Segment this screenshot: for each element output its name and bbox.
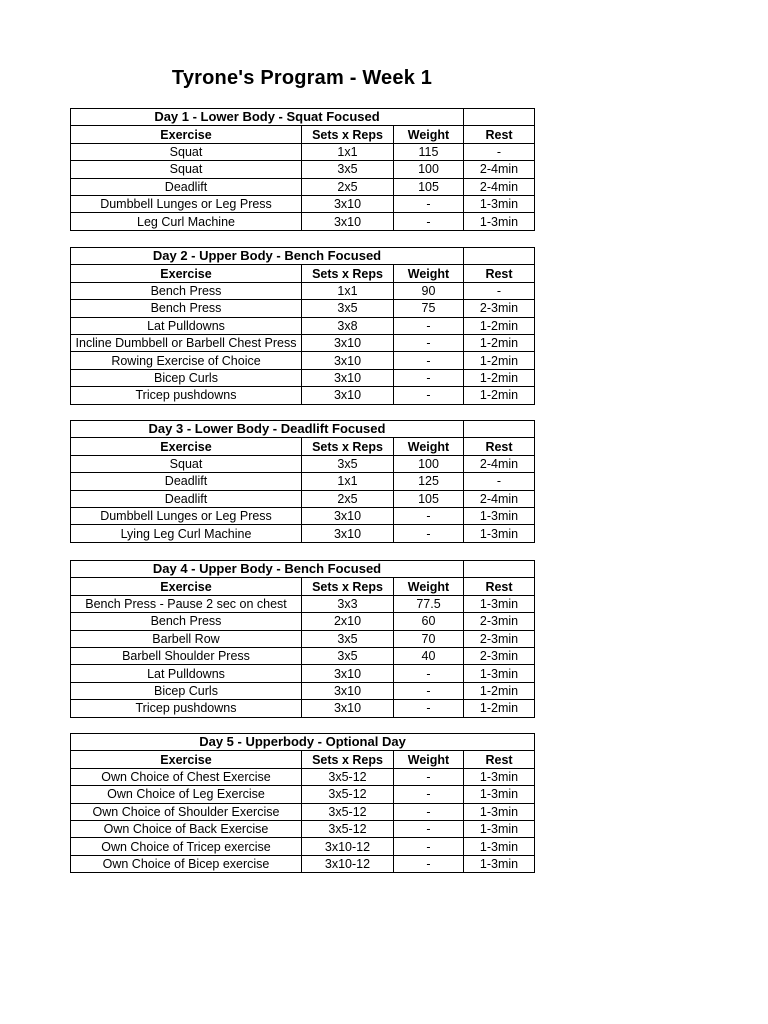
table-row <box>71 855 535 872</box>
exercise-cell: Squat <box>71 455 302 472</box>
exercise-cell: Squat <box>71 161 302 178</box>
table-row <box>71 630 535 647</box>
day-title-row <box>71 109 535 126</box>
header-exercise: Exercise <box>71 265 302 282</box>
weight-cell: 40 <box>394 647 464 664</box>
weight-cell: - <box>394 820 464 837</box>
rest-cell: 2-4min <box>464 161 535 178</box>
weight-cell: - <box>394 387 464 404</box>
exercise-cell: Dumbbell Lunges or Leg Press <box>71 507 302 524</box>
weight-cell: - <box>394 803 464 820</box>
sets-reps-cell: 3x5 <box>302 630 394 647</box>
day-title-row <box>71 561 535 578</box>
exercise-cell: Deadlift <box>71 490 302 507</box>
day-4-table <box>70 560 535 718</box>
rest-cell: - <box>464 473 535 490</box>
day-title: Day 1 - Lower Body - Squat Focused <box>71 109 464 126</box>
table-row <box>71 665 535 682</box>
header-sets-reps: Sets x Reps <box>302 438 394 455</box>
sets-reps-cell: 3x8 <box>302 317 394 334</box>
header-weight: Weight <box>394 438 464 455</box>
header-sets-reps: Sets x Reps <box>302 578 394 595</box>
table-row <box>71 282 535 299</box>
rest-cell: 1-3min <box>464 665 535 682</box>
weight-cell: - <box>394 213 464 230</box>
exercise-cell: Bench Press - Pause 2 sec on chest <box>71 595 302 612</box>
sets-reps-cell: 3x10 <box>302 700 394 717</box>
day-title-blank-cell <box>464 248 535 265</box>
exercise-cell: Own Choice of Shoulder Exercise <box>71 803 302 820</box>
sets-reps-cell: 3x10-12 <box>302 855 394 872</box>
column-header-row <box>71 265 535 282</box>
weight-cell: - <box>394 682 464 699</box>
exercise-cell: Own Choice of Back Exercise <box>71 820 302 837</box>
table-row <box>71 195 535 212</box>
table-row <box>71 786 535 803</box>
sets-reps-cell: 3x10-12 <box>302 838 394 855</box>
sets-reps-cell: 3x5 <box>302 455 394 472</box>
weight-cell: 105 <box>394 178 464 195</box>
rest-cell: 1-2min <box>464 387 535 404</box>
rest-cell: 1-3min <box>464 768 535 785</box>
rest-cell: 2-3min <box>464 613 535 630</box>
exercise-cell: Deadlift <box>71 178 302 195</box>
day-title: Day 4 - Upper Body - Bench Focused <box>71 561 464 578</box>
sets-reps-cell: 3x10 <box>302 352 394 369</box>
rest-cell: 2-4min <box>464 490 535 507</box>
sets-reps-cell: 3x3 <box>302 595 394 612</box>
day-title-row <box>71 421 535 438</box>
table-row <box>71 317 535 334</box>
rest-cell: 1-3min <box>464 195 535 212</box>
table-row <box>71 803 535 820</box>
sets-reps-cell: 3x5-12 <box>302 768 394 785</box>
table-row <box>71 595 535 612</box>
weight-cell: 105 <box>394 490 464 507</box>
sets-reps-cell: 3x10 <box>302 334 394 351</box>
table-row <box>71 473 535 490</box>
column-header-row <box>71 578 535 595</box>
exercise-cell: Own Choice of Bicep exercise <box>71 855 302 872</box>
exercise-cell: Own Choice of Tricep exercise <box>71 838 302 855</box>
day-title-row <box>71 248 535 265</box>
sets-reps-cell: 2x5 <box>302 178 394 195</box>
day-title: Day 2 - Upper Body - Bench Focused <box>71 248 464 265</box>
sets-reps-cell: 3x5-12 <box>302 803 394 820</box>
column-header-row <box>71 751 535 768</box>
exercise-cell: Lat Pulldowns <box>71 317 302 334</box>
sets-reps-cell: 1x1 <box>302 282 394 299</box>
rest-cell: - <box>464 282 535 299</box>
column-header-row <box>71 126 535 143</box>
rest-cell: 2-4min <box>464 455 535 472</box>
weight-cell: 60 <box>394 613 464 630</box>
rest-cell: 1-3min <box>464 213 535 230</box>
rest-cell: - <box>464 143 535 160</box>
day-3-table <box>70 420 535 543</box>
table-row <box>71 838 535 855</box>
rest-cell: 1-2min <box>464 317 535 334</box>
sets-reps-cell: 2x5 <box>302 490 394 507</box>
table-row <box>71 161 535 178</box>
rest-cell: 1-3min <box>464 786 535 803</box>
sets-reps-cell: 3x10 <box>302 369 394 386</box>
rest-cell: 1-3min <box>464 803 535 820</box>
rest-cell: 2-3min <box>464 300 535 317</box>
sets-reps-cell: 3x5-12 <box>302 820 394 837</box>
rest-cell: 2-4min <box>464 178 535 195</box>
table-row <box>71 820 535 837</box>
sets-reps-cell: 1x1 <box>302 473 394 490</box>
exercise-cell: Bench Press <box>71 300 302 317</box>
weight-cell: - <box>394 855 464 872</box>
exercise-cell: Bench Press <box>71 613 302 630</box>
sets-reps-cell: 3x5 <box>302 647 394 664</box>
weight-cell: - <box>394 334 464 351</box>
header-sets-reps: Sets x Reps <box>302 265 394 282</box>
exercise-cell: Barbell Row <box>71 630 302 647</box>
header-sets-reps: Sets x Reps <box>302 126 394 143</box>
day-title-blank-cell <box>464 561 535 578</box>
sets-reps-cell: 3x10 <box>302 213 394 230</box>
rest-cell: 2-3min <box>464 630 535 647</box>
exercise-cell: Lat Pulldowns <box>71 665 302 682</box>
weight-cell: 77.5 <box>394 595 464 612</box>
table-row <box>71 768 535 785</box>
table-row <box>71 213 535 230</box>
sets-reps-cell: 3x10 <box>302 387 394 404</box>
sets-reps-cell: 3x10 <box>302 507 394 524</box>
table-row <box>71 490 535 507</box>
weight-cell: - <box>394 768 464 785</box>
exercise-cell: Tricep pushdowns <box>71 387 302 404</box>
weight-cell: - <box>394 665 464 682</box>
header-sets-reps: Sets x Reps <box>302 751 394 768</box>
rest-cell: 1-2min <box>464 352 535 369</box>
table-row <box>71 682 535 699</box>
sets-reps-cell: 1x1 <box>302 143 394 160</box>
sets-reps-cell: 3x10 <box>302 525 394 542</box>
rest-cell: 1-2min <box>464 334 535 351</box>
weight-cell: 115 <box>394 143 464 160</box>
weight-cell: - <box>394 352 464 369</box>
header-rest: Rest <box>464 265 535 282</box>
rest-cell: 1-2min <box>464 700 535 717</box>
header-weight: Weight <box>394 126 464 143</box>
weight-cell: 100 <box>394 455 464 472</box>
day-5-table <box>70 733 535 873</box>
table-row <box>71 334 535 351</box>
rest-cell: 1-3min <box>464 595 535 612</box>
weight-cell: 125 <box>394 473 464 490</box>
table-row <box>71 143 535 160</box>
exercise-cell: Dumbbell Lunges or Leg Press <box>71 195 302 212</box>
weight-cell: - <box>394 507 464 524</box>
day-title: Day 5 - Upperbody - Optional Day <box>71 734 535 751</box>
exercise-cell: Incline Dumbbell or Barbell Chest Press <box>71 334 302 351</box>
day-title-blank-cell <box>464 109 535 126</box>
weight-cell: - <box>394 525 464 542</box>
exercise-cell: Bicep Curls <box>71 369 302 386</box>
exercise-cell: Barbell Shoulder Press <box>71 647 302 664</box>
header-weight: Weight <box>394 578 464 595</box>
rest-cell: 1-2min <box>464 682 535 699</box>
column-header-row <box>71 438 535 455</box>
weight-cell: - <box>394 786 464 803</box>
exercise-cell: Leg Curl Machine <box>71 213 302 230</box>
header-rest: Rest <box>464 438 535 455</box>
weight-cell: - <box>394 700 464 717</box>
sets-reps-cell: 3x5-12 <box>302 786 394 803</box>
exercise-cell: Lying Leg Curl Machine <box>71 525 302 542</box>
day-1-table <box>70 108 535 231</box>
sets-reps-cell: 3x10 <box>302 195 394 212</box>
weight-cell: 70 <box>394 630 464 647</box>
header-exercise: Exercise <box>71 751 302 768</box>
weight-cell: 100 <box>394 161 464 178</box>
day-2-table <box>70 247 535 405</box>
day-title-row <box>71 734 535 751</box>
day-title-blank-cell <box>464 421 535 438</box>
table-row <box>71 647 535 664</box>
weight-cell: 90 <box>394 282 464 299</box>
exercise-cell: Bench Press <box>71 282 302 299</box>
table-row <box>71 525 535 542</box>
rest-cell: 2-3min <box>464 647 535 664</box>
table-row <box>71 507 535 524</box>
rest-cell: 1-3min <box>464 507 535 524</box>
exercise-cell: Rowing Exercise of Choice <box>71 352 302 369</box>
header-rest: Rest <box>464 126 535 143</box>
table-row <box>71 178 535 195</box>
exercise-cell: Own Choice of Leg Exercise <box>71 786 302 803</box>
sets-reps-cell: 3x10 <box>302 682 394 699</box>
exercise-cell: Deadlift <box>71 473 302 490</box>
header-exercise: Exercise <box>71 126 302 143</box>
sets-reps-cell: 3x5 <box>302 161 394 178</box>
rest-cell: 1-3min <box>464 820 535 837</box>
header-exercise: Exercise <box>71 578 302 595</box>
page-title: Tyrone's Program - Week 1 <box>171 67 433 89</box>
header-exercise: Exercise <box>71 438 302 455</box>
rest-cell: 1-3min <box>464 855 535 872</box>
rest-cell: 1-2min <box>464 369 535 386</box>
exercise-cell: Own Choice of Chest Exercise <box>71 768 302 785</box>
exercise-cell: Tricep pushdowns <box>71 700 302 717</box>
rest-cell: 1-3min <box>464 525 535 542</box>
weight-cell: 75 <box>394 300 464 317</box>
header-rest: Rest <box>464 578 535 595</box>
header-rest: Rest <box>464 751 535 768</box>
exercise-cell: Squat <box>71 143 302 160</box>
header-weight: Weight <box>394 265 464 282</box>
table-row <box>71 700 535 717</box>
weight-cell: - <box>394 317 464 334</box>
table-row <box>71 387 535 404</box>
weight-cell: - <box>394 838 464 855</box>
header-weight: Weight <box>394 751 464 768</box>
sets-reps-cell: 3x10 <box>302 665 394 682</box>
day-title: Day 3 - Lower Body - Deadlift Focused <box>71 421 464 438</box>
table-row <box>71 455 535 472</box>
weight-cell: - <box>394 195 464 212</box>
exercise-cell: Bicep Curls <box>71 682 302 699</box>
table-row <box>71 613 535 630</box>
table-row <box>71 352 535 369</box>
table-row <box>71 369 535 386</box>
sets-reps-cell: 2x10 <box>302 613 394 630</box>
weight-cell: - <box>394 369 464 386</box>
table-row <box>71 300 535 317</box>
rest-cell: 1-3min <box>464 838 535 855</box>
sets-reps-cell: 3x5 <box>302 300 394 317</box>
